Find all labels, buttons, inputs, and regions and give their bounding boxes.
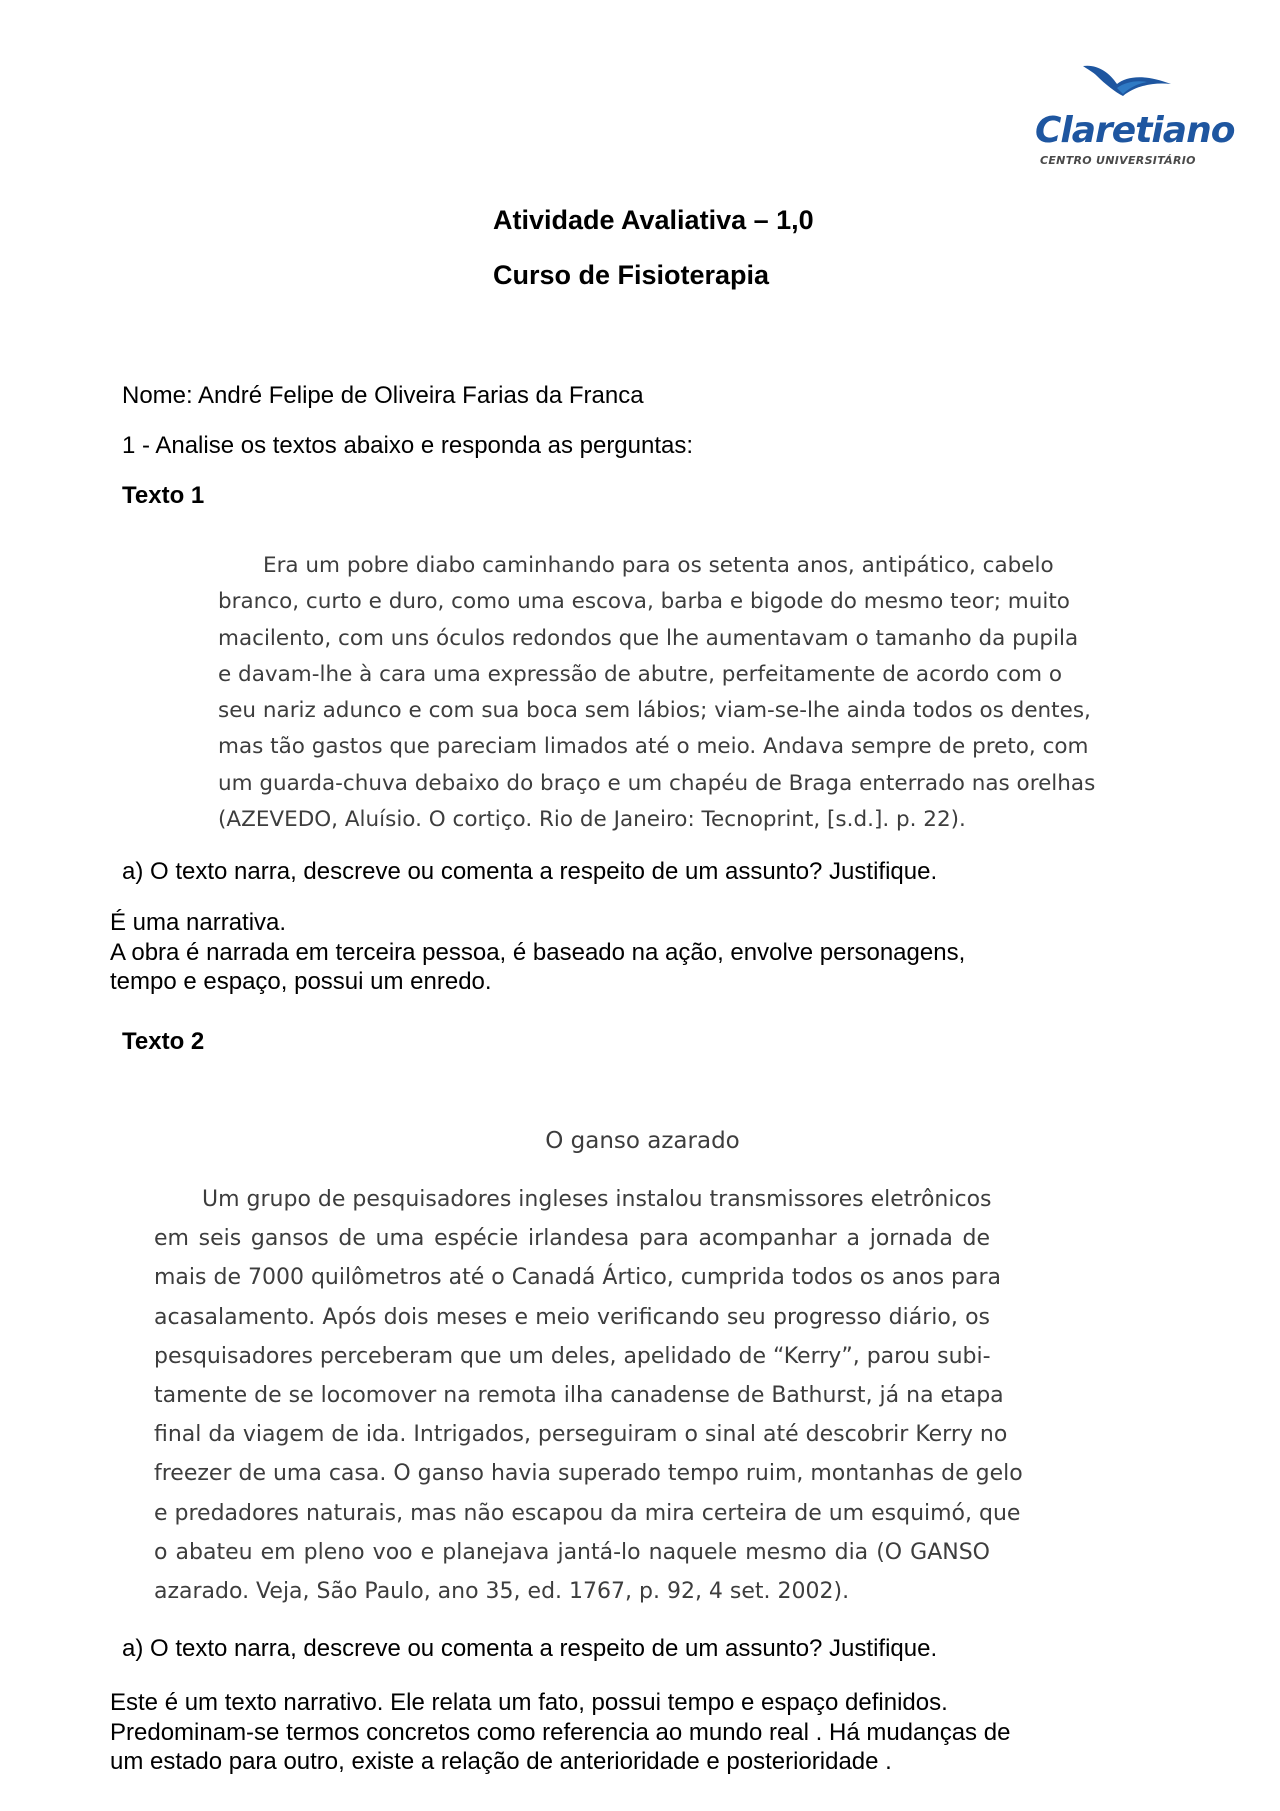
text2-title: O ganso azarado: [545, 1128, 740, 1154]
logo-subtitle: CENTRO UNIVERSITÁRIO: [1040, 154, 1196, 167]
excerpt-line: e predadores naturais, mas não escapou da mira certeira de um esquimó, que: [154, 1500, 1021, 1526]
excerpt-line: Era um pobre diabo caminhando para os setenta anos, antipático, cabelo: [263, 553, 1054, 578]
text2-excerpt: [154, 1180, 1023, 1611]
excerpt-line: acasalamento. Após dois meses e meio verificando seu progresso diário, os: [154, 1304, 990, 1330]
answer-line: um estado para outro, existe a relação de anterioridade e posterioridade .: [110, 1748, 892, 1775]
bird-icon: [1075, 62, 1185, 117]
excerpt-line: (AZEVEDO, Aluísio. O cortiço. Rio de Janeiro: Tecnoprint, [s.d.]. p. 22).: [218, 807, 966, 833]
text1-heading: Texto 1: [122, 482, 205, 509]
excerpt-line: azarado. Veja, São Paulo, ano 35, ed. 1767, p. 92, 4 set. 2002).: [154, 1579, 850, 1605]
logo-name: Claretiano: [1035, 110, 1235, 151]
excerpt-line: mais de 7000 quilômetros até o Canadá Ártico, cumprida todos os anos para: [154, 1265, 1002, 1291]
excerpt-line: freezer de uma casa. O ganso havia superado tempo ruim, montanhas de gelo: [154, 1461, 1023, 1487]
excerpt-line: o abateu em pleno voo e planejava jantá-lo naquele mesmo dia (O GANSO: [154, 1539, 990, 1565]
text1-answer: [110, 908, 965, 997]
answer-line: É uma narrativa.: [110, 909, 287, 936]
answer-line: tempo e espaço, possui um enredo.: [110, 968, 492, 995]
excerpt-line: seu nariz adunco e com sua boca sem lábios; viam-se-lhe ainda todos os dentes,: [218, 698, 1091, 724]
excerpt-line: em seis gansos de uma espécie irlandesa para acompanhar a jornada de: [154, 1226, 990, 1252]
instruction: 1 - Analise os textos abaixo e responda as perguntas:: [122, 432, 694, 459]
text2-answer: [110, 1688, 1010, 1777]
answer-line: Este é um texto narrativo. Ele relata um fato, possui tempo e espaço definidos.: [110, 1689, 948, 1716]
excerpt-line: macilento, com uns óculos redondos que lhe aumentavam o tamanho da pupila: [218, 625, 1079, 651]
answer-line: A obra é narrada em terceira pessoa, é baseado na ação, envolve personagens,: [110, 938, 966, 966]
page-title: Atividade Avaliativa – 1,0: [493, 205, 814, 235]
excerpt-line: mas tão gastos que pareciam limados até o meio. Andava sempre de preto, com: [218, 734, 1089, 760]
text1-excerpt: [218, 548, 1096, 838]
excerpt-line: final da viagem de ida. Intrigados, perseguiram o sinal até descobrir Kerry no: [154, 1422, 1008, 1448]
excerpt-line: tamente de se locomover na remota ilha canadense de Bathurst, já na etapa: [154, 1383, 1004, 1409]
text1-question: a) O texto narra, descreve ou comenta a respeito de um assunto? Justifique.: [122, 858, 938, 885]
answer-line: Predominam-se termos concretos como referencia ao mundo real . Há mudanças de: [110, 1718, 1011, 1746]
claretiano-logo: [1030, 62, 1235, 172]
excerpt-line: branco, curto e duro, como uma escova, barba e bigode do mesmo teor; muito: [218, 589, 1070, 615]
text2-heading: Texto 2: [122, 1028, 205, 1055]
excerpt-line: um guarda-chuva debaixo do braço e um chapéu de Braga enterrado nas orelhas: [218, 770, 1096, 796]
excerpt-line: Um grupo de pesquisadores ingleses instalou transmissores eletrônicos: [202, 1187, 992, 1212]
excerpt-line: pesquisadores perceberam que um deles, apelidado de “Kerry”, parou subi-: [154, 1343, 991, 1369]
course-title: Curso de Fisioterapia: [493, 260, 770, 290]
text2-question: a) O texto narra, descreve ou comenta a respeito de um assunto? Justifique.: [122, 1635, 938, 1662]
excerpt-line: e davam-lhe à cara uma expressão de abutre, perfeitamente de acordo com o: [218, 661, 1063, 687]
student-name: Nome: André Felipe de Oliveira Farias da Franca: [122, 382, 644, 409]
